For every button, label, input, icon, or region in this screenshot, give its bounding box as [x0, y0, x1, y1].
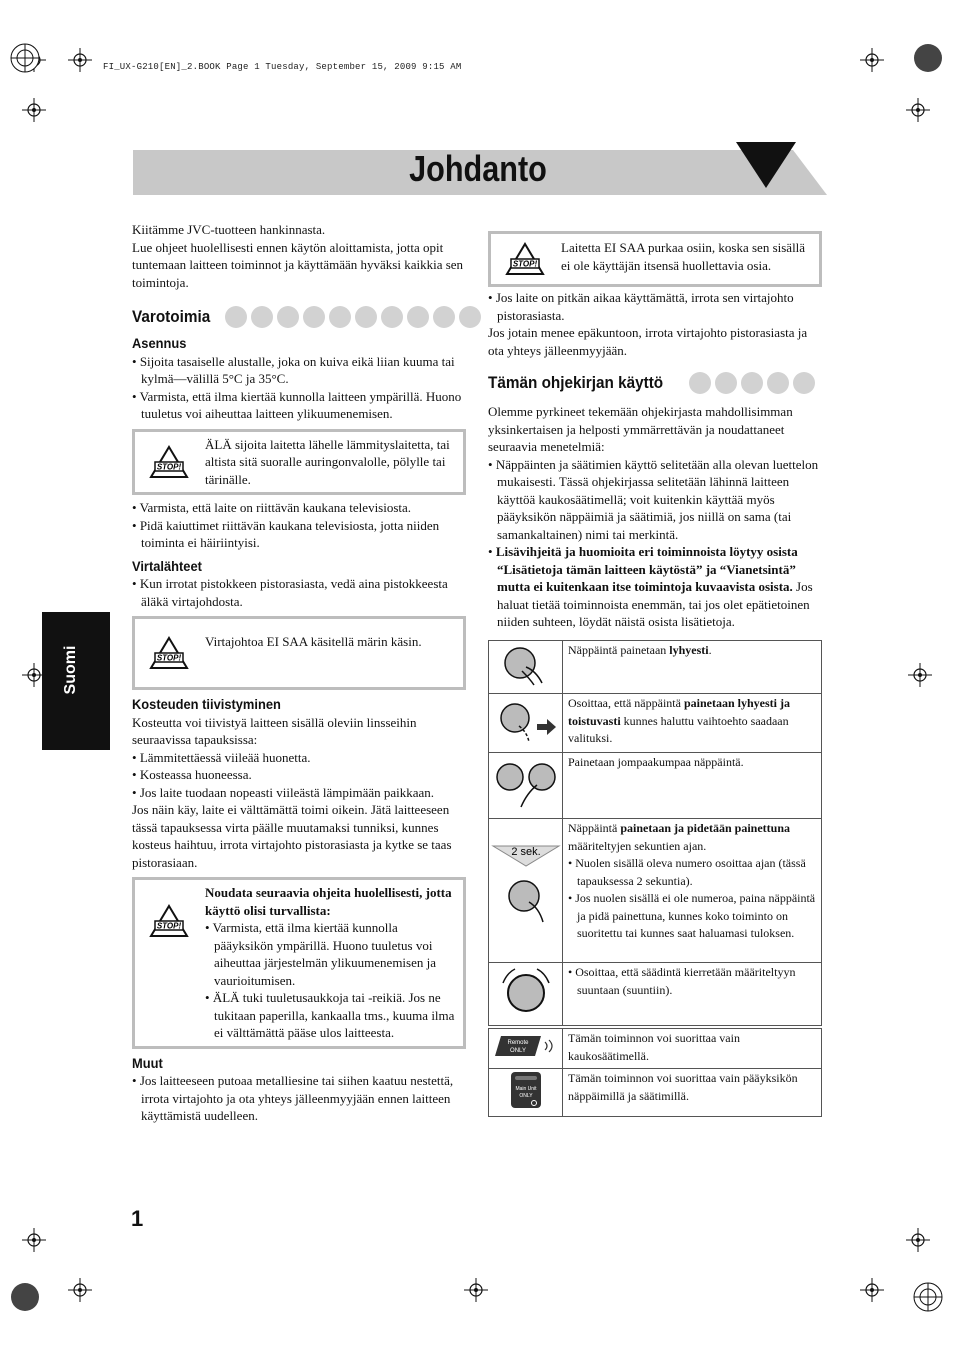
table-row	[489, 641, 822, 694]
heading-dots	[689, 372, 815, 394]
section-heading-kaytto: Tämän ohjekirjan käyttö	[488, 371, 822, 395]
press-repeatedly-icon	[489, 694, 563, 753]
intro-line-2: Lue ohjeet huolellisesti ennen käytön aloittamista, jotta opit tuntemaan laitteen toiminnot ja käyttämään hyväksi kaikkia sen toimintoja.	[132, 239, 464, 290]
legend-table	[488, 640, 822, 1026]
file-header: FI_UX-G210[EN]_2.BOOK Page 1 Tuesday, September 15, 2009 9:15 AM	[103, 62, 462, 72]
stop-icon	[149, 636, 189, 670]
table-cell: Osoittaa, että näppäintä painetaan lyhyesti ja toistuvasti kunnes haluttu vaihtoehto saadaan valituksi.	[563, 694, 822, 753]
stop-icon	[149, 445, 189, 479]
svg-text:ONLY: ONLY	[518, 1092, 533, 1099]
svg-text:STOP!: STOP!	[512, 259, 538, 269]
corner-mark-icon	[913, 1282, 943, 1312]
svg-text:Remote: Remote	[506, 1039, 529, 1046]
list-item: • Jos laitteeseen putoaa metalliesine tai siihen kaatuu nestettä, irrota virtajohto ja ota yhteys jälleenmyyjään ennen laitteen käyttämistä uudelleen.	[132, 1072, 466, 1125]
list-item: • Näppäinten ja säätimien käyttö selitetään alla olevan luettelon mukaisesti. Tässä ohjekirjassa selitetään lähinnä laitteen käyttöä kaukosäätimellä; voit kuitenkin käyttää myös pääyksikön näppäimiä ja säätimiä, jos niillä on sama (tai samankaltainen) nimi tai merkintä.	[488, 456, 822, 544]
subheading-muut: Muut	[132, 1054, 163, 1071]
list-item: • Jos laite on pitkän aikaa käyttämättä, irrota sen virtajohto pistorasiasta.	[488, 289, 822, 324]
svg-text:STOP!: STOP!	[156, 462, 182, 472]
table-cell: Painetaan jompaakumpaa näppäintä.	[563, 753, 822, 819]
svg-text:2 sek.: 2 sek.	[510, 845, 541, 858]
table-cell: Tämän toiminnon voi suorittaa vain kaukosäätimellä.	[563, 1029, 822, 1069]
stop-icon	[149, 904, 189, 938]
table-row	[489, 819, 822, 963]
list-item: • Kun irrotat pistokkeen pistorasiasta, vedä aina pistokkeesta äläkä virtajohdosta.	[132, 575, 466, 610]
list-item: • Kosteassa huoneessa.	[132, 766, 466, 784]
table-cell: Näppäintä painetaan lyhyesti.	[563, 641, 822, 694]
paragraph: Jos jotain menee epäkuntoon, irrota virtajohto pistorasiasta ja ota yhteys jälleenmyyjään.	[488, 325, 808, 358]
page-title: Johdanto	[409, 148, 547, 189]
list-item: • Pidä kaiuttimet riittävän kaukana televisiosta, jotta niiden toiminta ei häiriintyisi.	[132, 517, 466, 552]
safety-title: Noudata seuraavia ohjeita huolellisesti, jotta käyttö olisi turvallista:	[205, 885, 452, 918]
subheading-kosteus: Kosteuden tiivistyminen	[132, 696, 281, 712]
crosshair-icon	[860, 48, 884, 72]
remote-only-icon	[489, 1029, 563, 1069]
list-item: • Lämmitettäessä viileää huonetta.	[132, 749, 466, 767]
crosshair-icon	[908, 663, 932, 687]
two-buttons-icon	[489, 753, 563, 819]
heading-dots	[225, 306, 481, 328]
list-item: • Varmista, että ilma kiertää kunnolla laitteen ympärillä. Huono tuuletus voi aiheuttaa laitteen ylikuumenemisen.	[132, 388, 466, 423]
press-icon	[489, 641, 563, 694]
list-item: • Varmista, että laite on riittävän kaukana televisiosta.	[132, 499, 466, 517]
rotary-knob-icon	[489, 963, 563, 1026]
warning-box	[488, 231, 822, 287]
language-tab-label: Suomi	[62, 645, 79, 695]
corner-mark-icon	[913, 43, 943, 73]
right-column	[488, 231, 822, 631]
table-row	[489, 963, 822, 1026]
svg-text:STOP!: STOP!	[156, 653, 182, 663]
table-row	[489, 694, 822, 753]
warning-box	[132, 616, 466, 690]
stop-icon	[505, 242, 545, 276]
press-and-hold-icon	[489, 819, 563, 963]
crosshair-icon	[464, 1278, 488, 1302]
warning-text: Laitetta EI SAA purkaa osiin, koska sen sisällä ei ole käyttäjän itsensä huollettavia osia.	[561, 240, 806, 273]
table-row	[489, 753, 822, 819]
safety-box	[132, 877, 466, 1049]
crosshair-icon	[68, 1278, 92, 1302]
svg-text:ONLY: ONLY	[509, 1047, 526, 1054]
availability-table	[488, 1028, 822, 1117]
subheading-asennus: Asennus	[132, 335, 187, 351]
svg-text:Main Unit: Main Unit	[514, 1085, 537, 1092]
table-cell: Tämän toiminnon voi suorittaa vain pääyksikön näppäimillä ja säätimillä.	[563, 1069, 822, 1117]
list-item: • Sijoita tasaiselle alustalle, joka on kuiva eikä liian kuuma tai kylmä—välillä 5°C ja 35°C.	[132, 353, 466, 388]
page-number: 1	[131, 1206, 144, 1231]
list-item: • Jos laite tuodaan nopeasti viileästä lämpimään paikkaan.	[132, 784, 466, 802]
corner-mark-icon	[10, 1282, 40, 1312]
crosshair-icon	[906, 98, 930, 122]
warning-text: ÄLÄ sijoita laitetta lähelle lämmityslaitetta, tai altista sitä suoralle auringonvalolle, pölylle tai tärinälle.	[205, 436, 450, 487]
crosshair-icon	[22, 1228, 46, 1252]
intro-line-1: Kiitämme JVC-tuotteen hankinnasta.	[132, 222, 326, 237]
left-column	[132, 221, 466, 1125]
crosshair-icon	[22, 98, 46, 122]
paragraph: Kosteutta voi tiivistyä laitteen sisällä oleviin linsseihin seuraavissa tapauksissa:	[132, 714, 417, 747]
svg-text:STOP!: STOP!	[156, 921, 182, 931]
list-item: • Varmista, että ilma kiertää kunnolla pääyksikön ympärillä. Huono tuuletus voi aiheuttaa järjestelmän ylikuumenemisen ja vaurioitumisen.	[205, 919, 455, 989]
corner-mark-icon	[10, 43, 40, 73]
warning-box	[132, 429, 466, 496]
table-row	[489, 1029, 822, 1069]
subheading-virtalahteet: Virtalähteet	[132, 557, 202, 574]
list-item: • ÄLÄ tuki tuuletusaukkoja tai -reikiä. Jos ne tukitaan paperilla, kankaalla tms., kuuma ilma ei välttämättä pääse ulos laitteesta.	[205, 989, 455, 1042]
list-item: • Jos nuolen sisällä ei ole numeroa, paina näppäintä ja pidä painettuna, kunnes koko toiminto on suoritettu tai kunnes saat haluamasi tuloksen.	[568, 890, 816, 943]
paragraph: Olemme pyrkineet tekemään ohjekirjasta mahdollisimman yksinkertaisen ja helposti ymmärrettävän ja noudattaneet seuraavia menetelmiä:	[488, 404, 793, 454]
main-unit-only-icon	[489, 1069, 563, 1117]
section-heading-varotoimia: Varotoimia	[132, 305, 466, 329]
list-item: • Nuolen sisällä oleva numero osoittaa ajan (tässä tapauksessa 2 sekuntia).	[568, 855, 816, 890]
paragraph: Jos näin käy, laite ei välttämättä toimi oikein. Jätä laitteeseen tässä tapauksessa virta päälle muutamaksi tunniksi, kunnes kosteus haihtuu, irrota virtajohto pistorasiasta ja kytke se taas pistorasiaan.	[132, 802, 452, 870]
crosshair-icon	[906, 1228, 930, 1252]
table-row	[489, 1069, 822, 1117]
list-item: • Lisävihjeitä ja huomioita eri toiminnoista löytyy osista “Lisätietoja tämän laitteen käytöstä” ja “Vianetsintä” mutta ei kuitenkaan itse toimintoja kuvaavista osista. Jos haluat tietää toiminnoista enemmän, tai jos olet epätietoinen niiden suhteen, löydät näistä osista lisätietoja.	[488, 543, 822, 631]
table-cell: Näppäintä painetaan ja pidetään painettuna määriteltyjen sekuntien ajan. • Nuolen sisällä oleva numero osoittaa ajan (tässä tapauksessa 2 sekuntia). • Jos nuolen sisällä ei ole numeroa, paina näppäintä ja pidä painettuna, kunnes koko toiminto on suoritettu tai kunnes saat haluamasi tuloksen.	[563, 819, 822, 963]
crosshair-icon	[860, 1278, 884, 1302]
table-cell: • Osoittaa, että säädintä kierretään määriteltyyn suuntaan (suuntiin).	[563, 963, 822, 1026]
warning-text: Virtajohtoa EI SAA käsitellä märin käsin.	[205, 634, 422, 649]
crosshair-icon	[68, 48, 92, 72]
